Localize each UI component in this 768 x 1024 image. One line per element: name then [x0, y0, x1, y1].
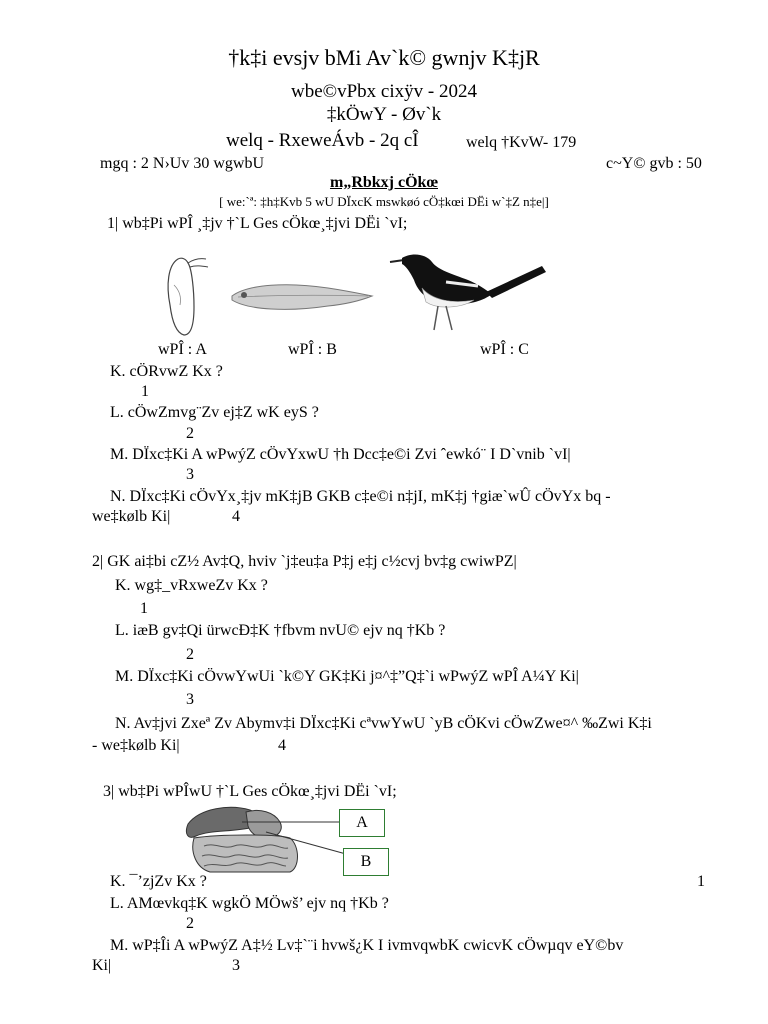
q1-n-marks: 4	[232, 508, 240, 525]
q1-stem: 1| wb‡Pi wPÎ ¸‡jv †`L Ges cÖkœ¸‡jvi DËi `vI;	[107, 215, 408, 232]
figure-digestive-system	[180, 802, 350, 874]
fig-label-a: wPÎ : A	[158, 341, 207, 358]
college-name: †k‡i evsjv bMi Av`k© gwnjv K‡jR	[228, 45, 540, 70]
fig-label-c: wPÎ : C	[480, 341, 529, 358]
q2-l-marks: 2	[186, 646, 194, 663]
q2-n-marks: 4	[278, 737, 286, 754]
figure-c-bird	[382, 252, 548, 334]
q3-l-marks: 2	[186, 915, 194, 932]
figure-a-hydra	[160, 255, 215, 337]
q2-k-marks: 1	[140, 600, 148, 617]
q3-m-line2: Ki|	[92, 957, 112, 974]
exam-name: wbe©vPbx cixÿv - 2024	[291, 81, 477, 102]
q3-m-line1: M. wP‡Îi A wPwýZ A‡½ Lv‡`¨i hvwš¿K I ivmvqwbK cwicvK cÖwµqv eY©bv	[110, 937, 624, 954]
q3-k: K. ¯’zjZv Kx ?	[110, 873, 207, 890]
q2-k: K. wg‡_vRxweZv Kx ?	[115, 577, 268, 594]
q1-k-marks: 1	[141, 383, 149, 400]
subject-code: welq †KvW- 179	[466, 134, 577, 151]
q1-k: K. cÖRvwZ Kx ?	[110, 363, 223, 380]
q1-l-marks: 2	[186, 425, 194, 442]
fig-label-b: wPÎ : B	[288, 341, 337, 358]
section-title: m„Rbkxj cÖkœ	[329, 174, 438, 191]
q3-k-marks: 1	[697, 873, 705, 890]
class-name: ‡kÖwY - Øv`k	[326, 104, 442, 125]
q2-m: M. DÏxc‡Ki cÖvwYwUi `k©Y GK‡Ki j¤^‡”Q‡`i wPwýZ wPÎ A¼Y Ki|	[115, 668, 579, 685]
q2-n-line1: N. Av‡jvi Zxeª Zv Abymv‡i DÏxc‡Ki cªvwYwU `yB cÖKvi cÖwZwe¤^ ‰Zwi K‡i	[115, 715, 652, 732]
instruction: [ we:`ª: ‡h‡Kvb 5 wU DÏxcK mswkøó cÖ‡kœi DËi w`‡Z n‡e|]	[219, 194, 549, 209]
total-marks: c~Y© gvb : 50	[606, 155, 702, 172]
time-info: mgq : 2 N›Uv 30 wgwbU	[100, 155, 264, 172]
label-box-b: B	[343, 848, 389, 876]
subject-name: welq - RxeweÁvb - 2q cÎ	[226, 130, 419, 151]
q2-n-line2: - we‡kølb Ki|	[92, 737, 180, 754]
q1-l: L. cÖwZmvg¨Zv ej‡Z wK eyS ?	[110, 404, 319, 421]
q1-n-line2: we‡kølb Ki|	[92, 508, 171, 525]
q3-m-marks: 3	[232, 957, 240, 974]
q2-stem: 2| GK ai‡bi cZ½ Av‡Q, hviv `j‡eu‡a P‡j e‡j c½cvj bv‡g cwiwPZ|	[92, 553, 517, 570]
figure-b-fish	[228, 278, 376, 316]
q2-m-marks: 3	[186, 691, 194, 708]
q3-l: L. AMœvkq‡K wgkÖ MÖwš’ ejv nq †Kb ?	[110, 895, 389, 912]
q3-stem: 3| wb‡Pi wPÎwU †`L Ges cÖkœ¸‡jvi DËi `vI;	[103, 783, 397, 800]
q2-l: L. iæB gv‡Qi ürwcÐ‡K †fbvm nvU© ejv nq †Kb ?	[115, 622, 446, 639]
q1-m: M. DÏxc‡Ki A wPwýZ cÖvYxwU †h Dcc‡e©i Zvi ˆewkó¨ I D`vnib `vI|	[110, 446, 571, 463]
label-box-a: A	[339, 809, 385, 837]
q1-m-marks: 3	[186, 466, 194, 483]
q1-n-line1: N. DÏxc‡Ki cÖvYx¸‡jv mK‡jB GKB c‡e©i n‡jI, mK‡j †giæ`wÛ cÖvYx bq -	[110, 488, 611, 505]
